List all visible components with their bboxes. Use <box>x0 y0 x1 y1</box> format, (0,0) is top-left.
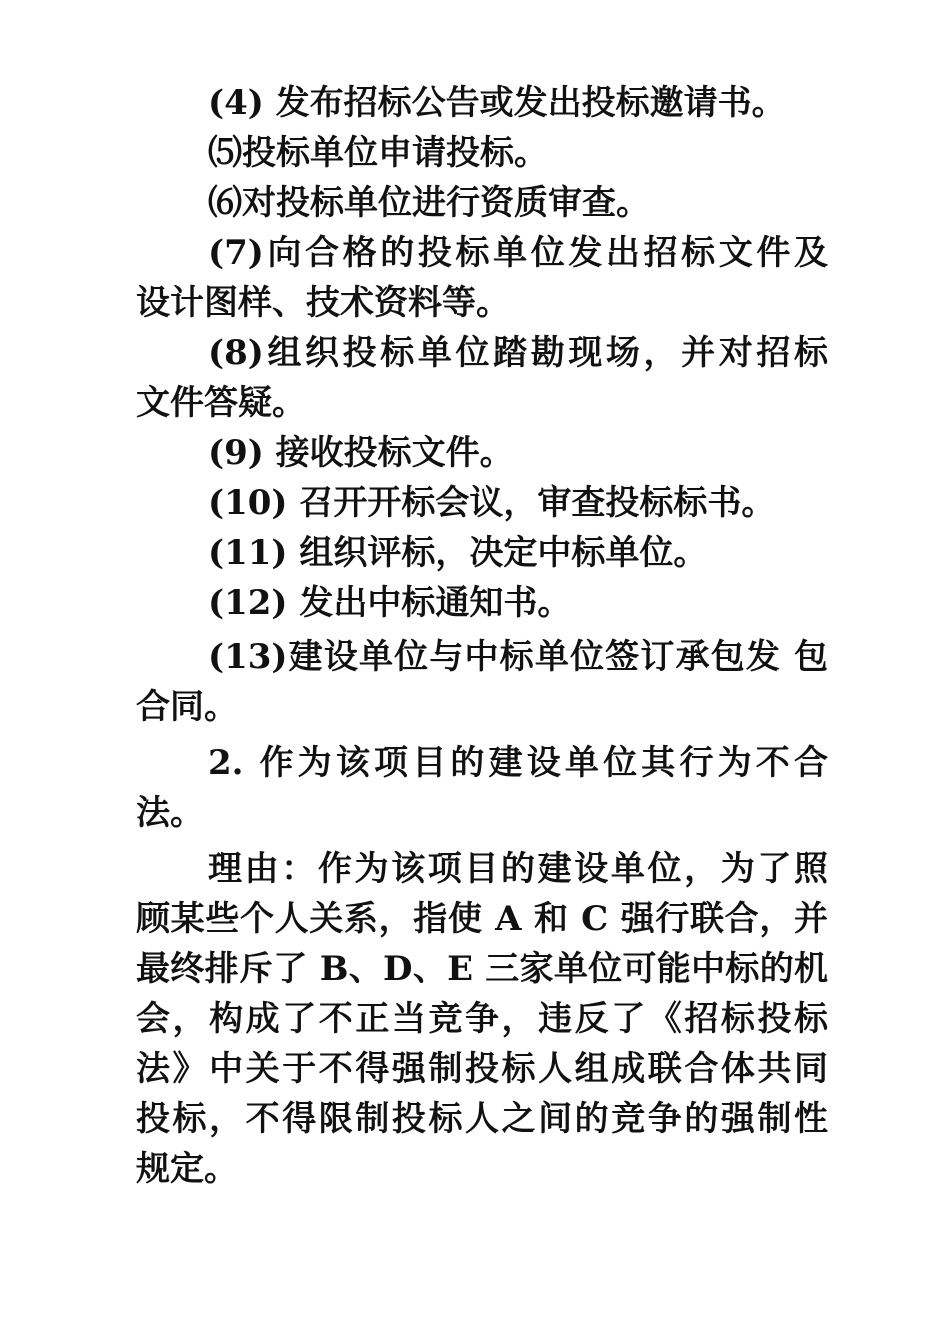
answer-2-line-1: 2. 作为该项目的建设单位其行为不合 <box>208 743 828 783</box>
reason-line-6: 投标，不得限制投标人之间的竞争的强制性 <box>136 1099 828 1139</box>
step-7-line-1: (7)向合格的投标单位发出招标文件及 <box>208 233 828 273</box>
reason-line-2: 顾某些个人关系，指使 A 和 C 强行联合，并 <box>136 899 828 939</box>
reason-line-3: 最终排斥了 B、D、E 三家单位可能中标的机 <box>136 949 828 989</box>
step-8-line-1: (8)组织投标单位踏勘现场，并对招标 <box>208 333 828 373</box>
reason-line-7: 规定。 <box>136 1149 238 1189</box>
step-12-line: (12) 发出中标通知书。 <box>208 583 572 623</box>
step-8-line-2: 文件答疑。 <box>136 383 306 423</box>
step-11-line: (11) 组织评标，决定中标单位。 <box>208 533 708 573</box>
reason-line-5: 法》中关于不得强制投标人组成联合体共同 <box>136 1049 828 1089</box>
reason-line-4: 会，构成了不正当竞争，违反了《招标投标 <box>136 999 828 1039</box>
answer-2-line-2: 法。 <box>136 793 204 833</box>
step-10-line: (10) 召开开标会议，审查投标标书。 <box>208 483 776 523</box>
step-13-line-2: 合同。 <box>136 687 238 727</box>
reason-line-1: 理由：作为该项目的建设单位，为了照 <box>208 849 828 889</box>
step-13-line-1: (13)建设单位与中标单位签订承包发 包 <box>208 637 828 677</box>
step-4-line: (4) 发布招标公告或发出投标邀请书。 <box>208 83 786 123</box>
step-6-line: ⑹对投标单位进行资质审查。 <box>208 183 650 223</box>
step-9-line: (9) 接收投标文件。 <box>208 433 514 473</box>
step-5-line: ⑸投标单位申请投标。 <box>208 133 548 173</box>
step-7-line-2: 设计图样、技术资料等。 <box>136 283 510 323</box>
document-page <box>136 78 828 1194</box>
